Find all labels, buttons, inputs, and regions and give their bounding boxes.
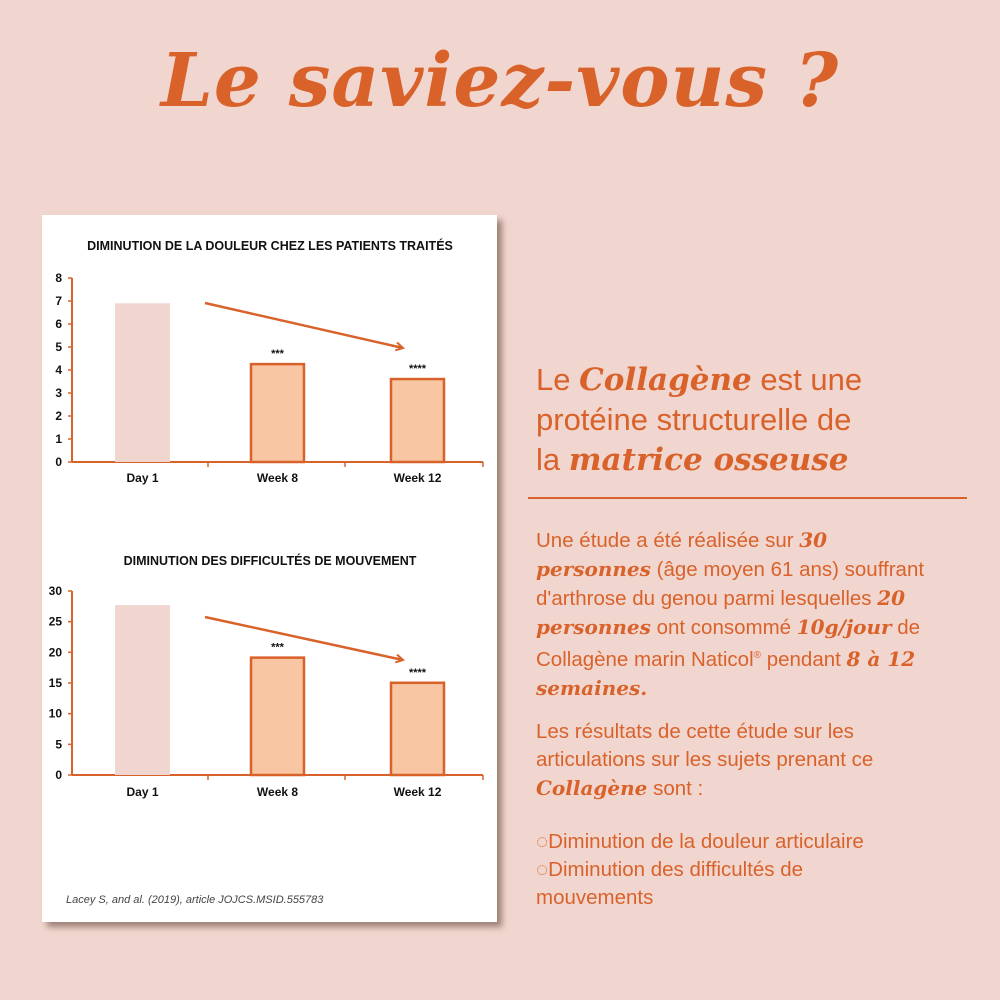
significance-label: *** — [271, 348, 284, 361]
bar-week-12 — [391, 683, 444, 775]
y-tick-label: 7 — [55, 294, 62, 308]
results-intro — [536, 718, 976, 803]
emphasis-text: 30 — [799, 528, 828, 552]
y-tick-label: 5 — [55, 737, 62, 752]
bar-day-1 — [115, 605, 170, 775]
y-tick-label: 30 — [48, 584, 62, 598]
y-tick-label: 2 — [55, 409, 62, 423]
text-segment: Les résultats de cette étude sur les — [536, 720, 854, 743]
significance-label: *** — [271, 641, 284, 654]
text-segment: articulations sur les sujets prenant ce — [536, 748, 874, 771]
emphasis-text: 10g/jour — [796, 615, 892, 639]
study-description — [536, 526, 976, 703]
results-list — [536, 828, 976, 912]
text-segment: de — [891, 616, 921, 639]
text-segment: Une étude a été réalisée sur — [536, 529, 800, 552]
y-tick-label: 5 — [55, 340, 62, 354]
text-segment: ◌Diminution des difficultés de — [536, 858, 804, 881]
emphasis-text: personnes — [536, 615, 651, 639]
divider — [528, 497, 967, 499]
x-tick-label: Day 1 — [126, 471, 159, 485]
y-tick-label: 8 — [55, 271, 62, 285]
bar-week-8 — [251, 658, 304, 775]
x-tick-label: Week 8 — [256, 785, 299, 799]
emphasis-text: 20 — [877, 586, 906, 610]
text-segment: la — [536, 442, 569, 477]
significance-label: **** — [408, 363, 427, 376]
y-tick-label: 6 — [55, 317, 62, 331]
bar-week-12 — [391, 379, 444, 462]
bar-day-1 — [115, 303, 170, 462]
x-tick-label: Week 12 — [393, 471, 442, 485]
text-segment: sont : — [647, 777, 704, 800]
y-tick-label: 1 — [55, 432, 62, 446]
y-tick-label: 10 — [48, 706, 62, 721]
y-tick-label: 4 — [55, 363, 62, 377]
text-segment: d'arthrose du genou parmi lesquelles — [536, 587, 878, 610]
emphasis-text: Collagène — [579, 362, 752, 398]
text-segment: ont consommé — [650, 616, 797, 639]
text-segment: Collagène marin Naticol — [536, 647, 754, 671]
text-segment: ◌Diminution de la douleur articulaire — [536, 830, 864, 853]
source-citation: Lacey S, and al. (2019), article JOJCS.MSID.555783 — [66, 894, 324, 906]
y-tick-label: 3 — [55, 386, 62, 400]
bar-week-8 — [251, 364, 304, 462]
emphasis-text: semaines. — [536, 675, 648, 700]
y-tick-label: 20 — [48, 645, 62, 660]
text-segment: mouvements — [536, 886, 654, 909]
y-tick-label: 25 — [48, 614, 62, 629]
chart-title: DIMINUTION DE LA DOULEUR CHEZ LES PATIENTS TRAITÉS — [87, 239, 453, 253]
y-tick-label: 15 — [48, 676, 62, 690]
emphasis-text: personnes — [536, 557, 651, 581]
y-tick-label: 0 — [55, 768, 62, 782]
x-tick-label: Day 1 — [126, 785, 159, 799]
trend-arrow — [205, 617, 403, 660]
text-segment: Le — [536, 362, 580, 397]
x-tick-label: Week 8 — [256, 471, 299, 485]
text-segment: ® — [753, 650, 762, 661]
text-segment: pendant — [761, 647, 847, 671]
trend-arrow — [205, 303, 403, 348]
text-segment: est une — [751, 362, 863, 397]
x-tick-label: Week 12 — [393, 785, 442, 799]
emphasis-text: matrice osseuse — [568, 442, 849, 478]
text-segment: protéine structurelle de — [536, 402, 852, 437]
significance-label: **** — [408, 666, 427, 679]
chart-title: DIMINUTION DES DIFFICULTÉS DE MOUVEMENT — [123, 554, 417, 568]
text-segment: (âge moyen 61 ans) souffrant — [650, 558, 925, 581]
headline — [536, 360, 976, 480]
emphasis-text: Collagène — [536, 776, 648, 800]
emphasis-text: 8 à 12 — [846, 646, 916, 671]
y-tick-label: 0 — [55, 455, 62, 469]
page-title: Le saviez-vous ? — [160, 38, 840, 124]
